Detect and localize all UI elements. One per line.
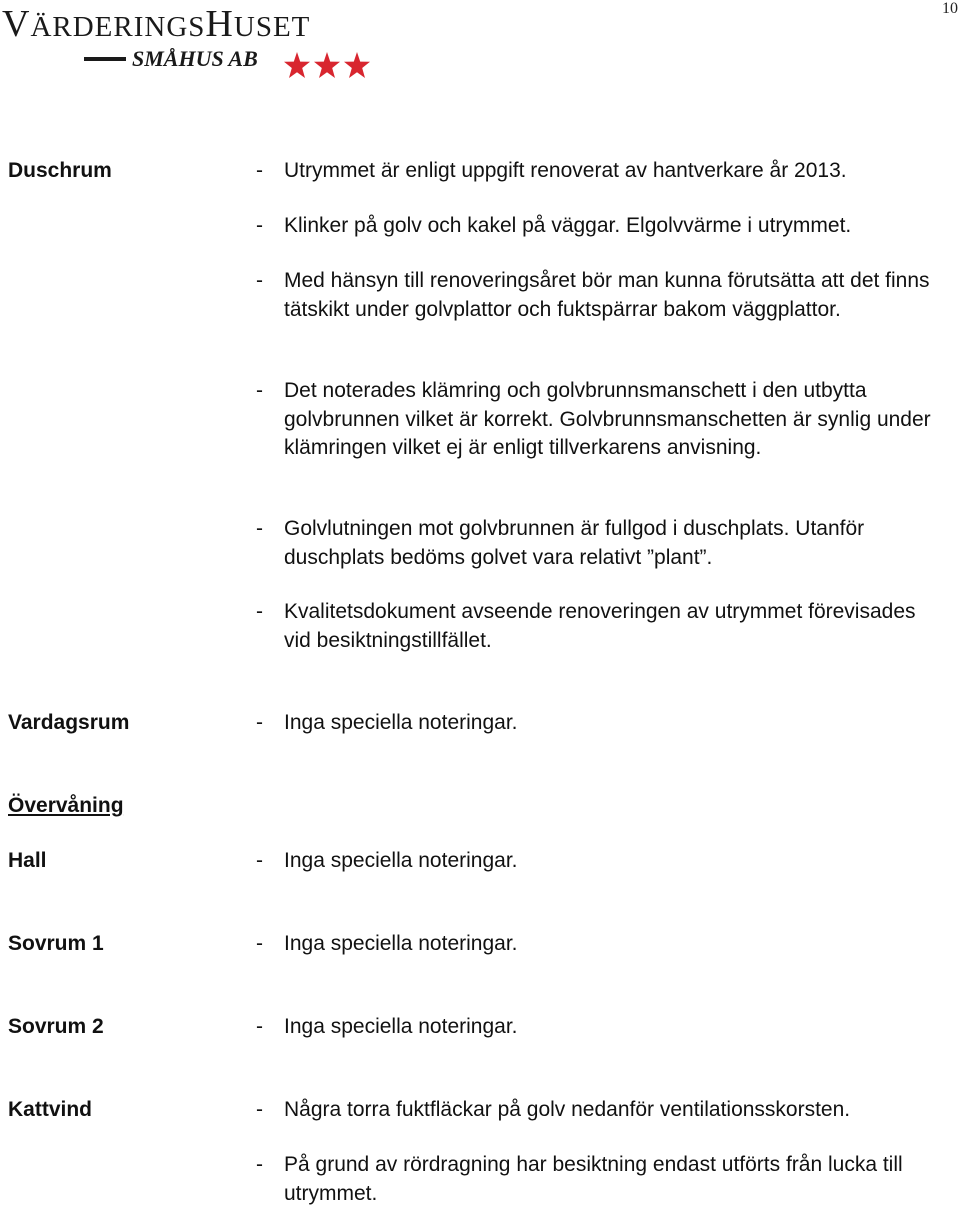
list-item: - På grund av rördragning har besiktning endast utförts från lucka till utrymmet. [256,1153,903,1205]
section-label-kattvind: Kattvind [8,1098,92,1121]
section-label-sovrum-2: Sovrum 2 [8,1015,104,1038]
logo-wordmark: VÄRDERINGSHUSET [2,3,311,45]
list-item: - Inga speciella noteringar. [256,932,518,955]
list-item: - Inga speciella noteringar. [256,849,518,872]
list-item: - Klinker på golv och kakel på väggar. Elgolvvärme i utrymmet. [256,214,852,237]
list-item: - Golvlutningen mot golvbrunnen är fullgod i duschplats. Utanför duschplats bedöms golvet vara relativt ”plant”. [256,517,865,569]
list-item: - Inga speciella noteringar. [256,711,518,734]
list-item: - Utrymmet är enligt uppgift renoverat av hantverkare år 2013. [256,159,847,182]
list-item: - Det noterades klämring och golvbrunnsmanschett i den utbytta golvbrunnen vilket är korrekt. Golvbrunnsmanschetten är synlig under klämringen vilket ej är enligt tillverkarens anvisning. [256,379,931,459]
list-item: - Några torra fuktfläckar på golv nedanför ventilationsskorsten. [256,1098,851,1121]
section-label-hall: Hall [8,849,47,872]
section-label-sovrum-1: Sovrum 1 [8,932,104,955]
section-label-duschrum: Duschrum [8,159,112,182]
logo-subtitle: SMÅHUS AB [132,46,258,71]
list-item: - Kvalitetsdokument avseende renoveringen av utrymmet förevisades vid besiktningstillfället. [256,600,916,652]
floor-heading-overvaning: Övervåning [8,794,124,817]
list-item: - Inga speciella noteringar. [256,1015,518,1038]
section-label-vardagsrum: Vardagsrum [8,711,130,734]
list-item: - Med hänsyn till renoveringsåret bör man kunna förutsätta att det finns tätskikt under golvplattor och fuktspärrar bakom väggplattor. [256,269,930,321]
page-number: 10 [942,0,958,17]
